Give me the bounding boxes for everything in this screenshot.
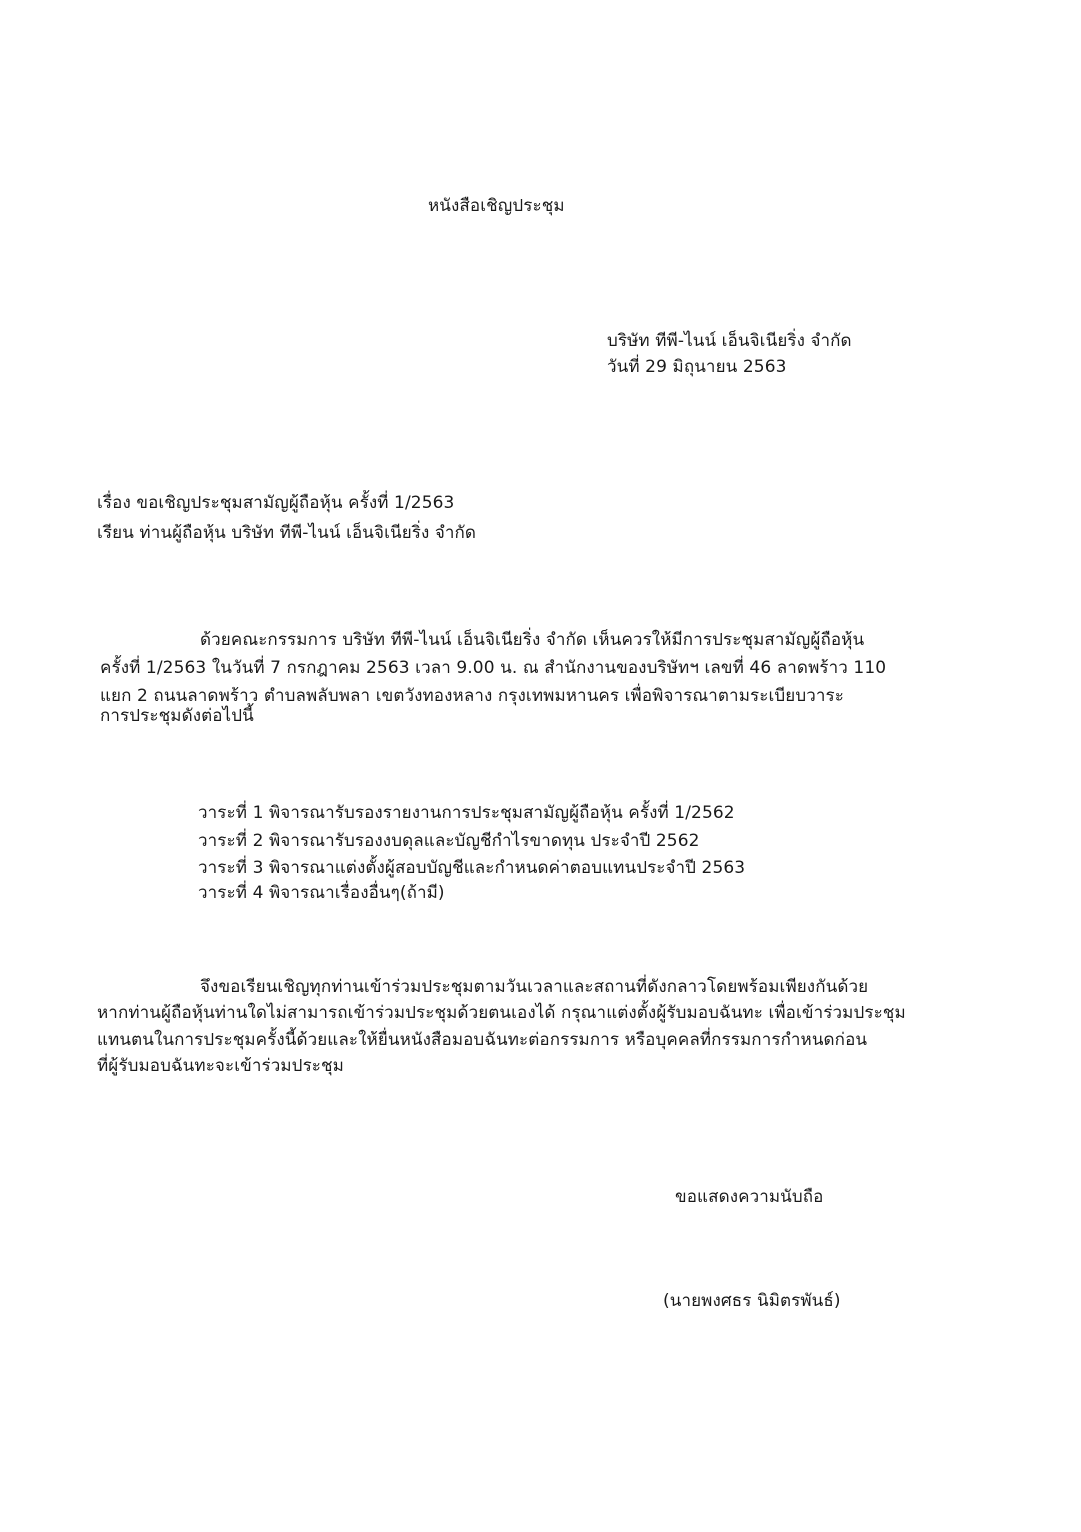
signature-name: (นายพงศธร นิมิตรพันธ์): [663, 1291, 841, 1311]
paragraph2-line: หากท่านผู้ถือหุ้นท่านใดไม่สามารถเข้าร่วมประชุมด้วยตนเองได้ กรุณาแต่งตั้งผู้รับมอบฉันทะ เพื่อเข้าร่วมประชุม: [97, 1003, 906, 1023]
recipient-line: เรียน ท่านผู้ถือหุ้น บริษัท ทีพี-ไนน์ เอ็นจิเนียริ่ง จำกัด: [97, 523, 477, 543]
agenda-item-2: วาระที่ 2 พิจารณารับรองงบดุลและบัญชีกำไรขาดทุน ประจำปี 2562: [198, 831, 700, 851]
paragraph2-line: จึงขอเรียนเชิญทุกท่านเข้าร่วมประชุมตามวันเวลาและสถานที่ดังกลาวโดยพร้อมเพียงกันด้วย: [200, 977, 869, 997]
paragraph1-line: การประชุมดังต่อไปนี้: [100, 706, 254, 726]
paragraph2-line: ที่ผู้รับมอบฉันทะจะเข้าร่วมประชุม: [97, 1056, 344, 1076]
document-title: หนังสือเชิญประชุม: [428, 196, 565, 216]
agenda-item-3: วาระที่ 3 พิจารณาแต่งตั้งผู้สอบบัญชีและกำหนดค่าตอบแทนประจำปี 2563: [198, 858, 746, 878]
paragraph1-line: ครั้งที่ 1/2563 ในวันที่ 7 กรกฎาคม 2563 เวลา 9.00 น. ณ สำนักงานของบริษัทฯ เลขที่ 46 ลาดพร้าว 110: [100, 658, 887, 678]
company-name: บริษัท ทีพี-ไนน์ เอ็นจิเนียริ่ง จำกัด: [607, 331, 852, 351]
paragraph1-line: ด้วยคณะกรรมการ บริษัท ทีพี-ไนน์ เอ็นจิเนียริ่ง จำกัด เห็นควรให้มีการประชุมสามัญผู้ถือหุ้น: [200, 630, 865, 650]
closing-line: ขอแสดงความนับถือ: [675, 1187, 824, 1207]
paragraph1-line: แยก 2 ถนนลาดพร้าว ตำบลพลับพลา เขตวังทองหลาง กรุงเทพมหานคร เพื่อพิจารณาตามระเบียบวาระ: [100, 686, 844, 706]
subject-line: เรื่อง ขอเชิญประชุมสามัญผู้ถือหุ้น ครั้งที่ 1/2563: [97, 493, 455, 513]
agenda-item-4: วาระที่ 4 พิจารณาเรื่องอื่นๆ(ถ้ามี): [198, 883, 445, 903]
paragraph2-line: แทนตนในการประชุมครั้งนี้ด้วยและให้ยื่นหนังสือมอบฉันทะต่อกรรมการ หรือบุคคลที่กรรมการกำหนดก่อน: [97, 1030, 868, 1050]
agenda-item-1: วาระที่ 1 พิจารณารับรองรายงานการประชุมสามัญผู้ถือหุ้น ครั้งที่ 1/2562: [198, 803, 735, 823]
document-date: วันที่ 29 มิถุนายน 2563: [607, 357, 787, 377]
